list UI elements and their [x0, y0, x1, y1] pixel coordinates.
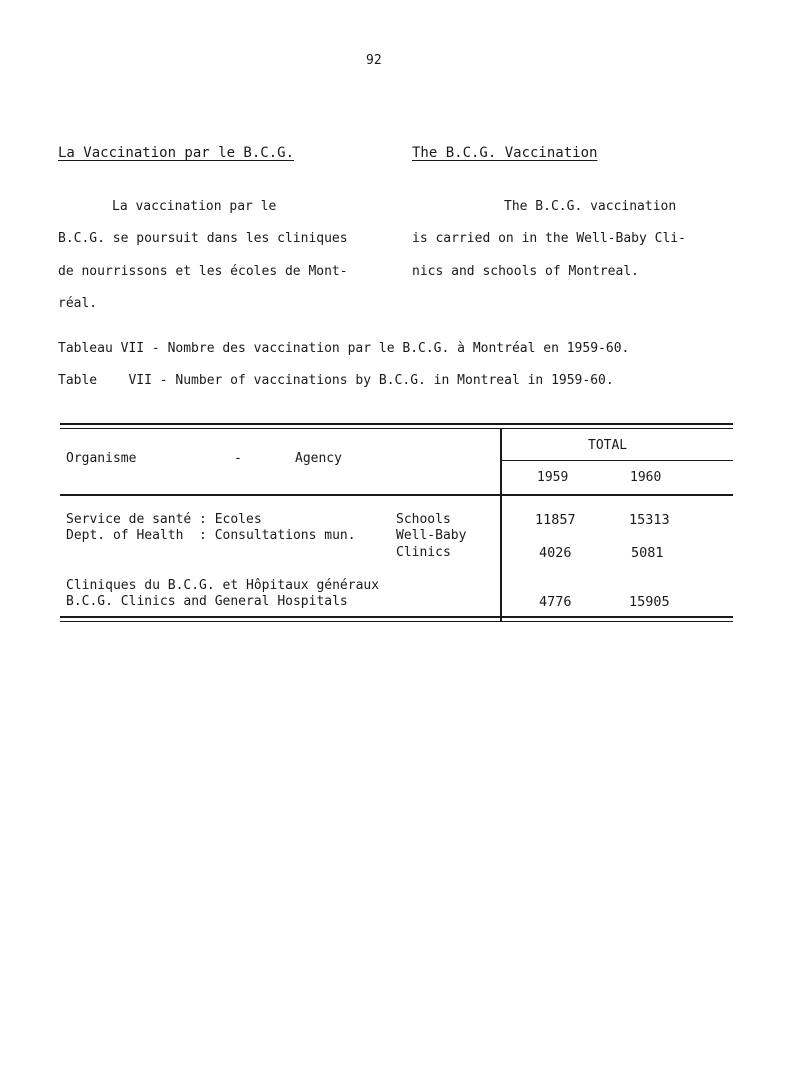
- english-paragraph-line: nics and schools of Montreal.: [412, 264, 639, 279]
- english-caption: Table VII - Number of vaccinations by B.C.G. in Montreal in 1959-60.: [58, 373, 614, 388]
- header-agency: Agency: [295, 451, 342, 466]
- english-heading: The B.C.G. Vaccination: [412, 145, 598, 161]
- row-label: Dept. of Health : Consultations mun.: [66, 528, 356, 543]
- value-clinics-1960: 5081: [631, 545, 664, 561]
- french-paragraph-line: de nourrissons et les écoles de Mont-: [58, 264, 348, 279]
- french-heading: La Vaccination par le B.C.G.: [58, 145, 295, 161]
- header-bottom-rule: [60, 494, 733, 496]
- row-label: Cliniques du B.C.G. et Hôpitaux généraux: [66, 578, 380, 593]
- value-clinics-1959: 4026: [539, 545, 572, 561]
- french-paragraph-line: La vaccination par le: [112, 199, 277, 214]
- header-year-1960: 1960: [630, 470, 662, 485]
- row-label-english: Clinics: [396, 545, 451, 560]
- english-paragraph-line: The B.C.G. vaccination: [504, 199, 677, 214]
- value-schools-1960: 15313: [629, 512, 670, 528]
- table-top-rule: [60, 428, 733, 429]
- value-bcg-1960: 15905: [629, 594, 670, 610]
- header-total: TOTAL: [588, 438, 628, 453]
- page-number: 92: [366, 53, 382, 68]
- row-label-english: Schools: [396, 512, 451, 527]
- row-label: B.C.G. Clinics and General Hospitals: [66, 594, 348, 609]
- header-organisme: Organisme: [66, 451, 137, 466]
- table-bottom-rule: [60, 616, 733, 618]
- value-schools-1959: 11857: [535, 512, 576, 528]
- row-label: Service de santé : Ecoles: [66, 512, 262, 527]
- english-paragraph-line: is carried on in the Well-Baby Cli-: [412, 231, 686, 246]
- header-dash: -: [234, 451, 242, 466]
- total-underline: [502, 460, 733, 461]
- french-paragraph-line: réal.: [58, 296, 98, 311]
- table-column-divider: [500, 429, 502, 621]
- table-bottom-rule: [60, 621, 733, 622]
- row-label-english: Well-Baby: [396, 528, 467, 543]
- value-bcg-1959: 4776: [539, 594, 572, 610]
- header-year-1959: 1959: [537, 470, 569, 485]
- table-top-rule: [60, 423, 733, 425]
- french-caption: Tableau VII - Nombre des vaccination par le B.C.G. à Montréal en 1959-60.: [58, 341, 630, 356]
- french-paragraph-line: B.C.G. se poursuit dans les cliniques: [58, 231, 348, 246]
